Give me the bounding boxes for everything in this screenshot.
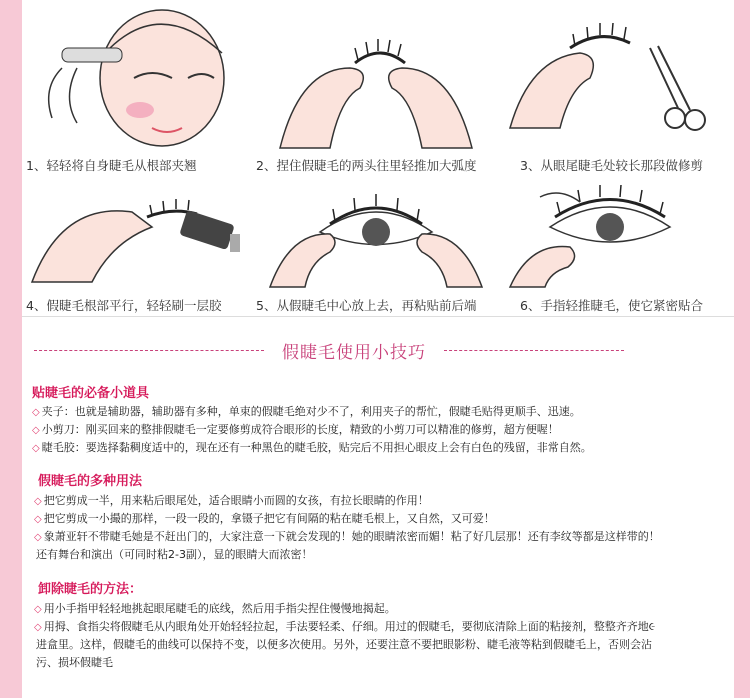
title-rule-right [444,350,624,351]
list-item: ◇ 用小手指甲轻轻地挑起眼尾睫毛的底线，然后用手指尖捏住慢慢地揭起。 [34,602,396,615]
step-5-caption: 5、从假睫毛中心放上去，再粘贴前后端 [256,298,477,313]
page-title: 假睫毛使用小技巧 [282,343,426,363]
press-lash-illustration [500,172,732,292]
list-item: 污、损坏假睫毛 [36,656,113,669]
step-4-caption: 4、假睫毛根部平行，轻轻刷一层胶 [26,298,222,313]
section-uses-heading: 假睫毛的多种用法 [38,474,143,489]
step-3-caption: 3、从眼尾睫毛处较长那段做修剪 [520,158,703,173]
step-1 [22,8,254,158]
step-2-caption: 2、捏住假睫毛的两头往里轻推加大弧度 [256,158,477,173]
list-item: ◇ 用拇、食指尖将假睫毛从内眼角处开始轻轻拉起，手法要轻柔、仔细。用过的假睫毛，要彻底清除上面的粘接剂，整整齐齐地૯ [34,620,656,633]
section-tools-heading: 贴睫毛的必备小道具 [32,386,150,401]
trim-lash-illustration [500,8,732,158]
step-2 [260,8,492,158]
apply-glue-illustration [22,172,254,292]
step-3 [500,8,732,158]
eyelash-curler-illustration [22,8,254,158]
list-item: ◇ 睫毛胶：要选择黏稠度适中的，现在还有一种黑色的睫毛胶，贴完后不用担心眼皮上会有白色的残留，非常自然。 [32,441,592,454]
list-item: ◇ 把它剪成一半，用来粘后眼尾处，适合眼睛小而圆的女孩，有拉长眼睛的作用！ [34,494,429,507]
section-removal-heading: 卸除睫毛的方法： [38,582,143,597]
divider [22,316,734,317]
step-6-caption: 6、手指轻推睫毛，使它紧密贴合 [520,298,703,313]
bend-lash-illustration [260,8,492,158]
list-item: ◇ 小剪刀：刚买回来的整排假睫毛一定要修剪成符合眼形的长度，精致的小剪刀可以精准的修剪，超方便喔！ [32,423,559,436]
list-item: 进盒里。这样，假睫毛的曲线可以保持不变，以便多次使用。另外，还要注意不要把眼影粉、睫毛液等粘到假睫毛上，否则会沾 [36,638,652,651]
list-item: 还有舞台和演出（可同时粘2-3副），显的眼睛大而浓密！ [36,548,313,561]
place-lash-illustration [260,172,492,292]
page-sheet [22,0,734,698]
title-row [34,338,724,362]
list-item: ◇ 把它剪成一小撮的那样，一段一段的，拿镊子把它有间隔的粘在睫毛根上，又自然，又可爱！ [34,512,495,525]
title-rule-left [34,350,264,351]
step-1-caption: 1、轻轻将自身睫毛从根部夹翘 [26,158,197,173]
list-item: ◇ 象萧亚轩不带睫毛她是不赶出门的，大家注意一下就会发现的！她的眼睛浓密而媚！粘了好几层那！还有李纹等都是这样带的！ [34,530,660,543]
list-item: ◇ 夹子：也就是辅助器，辅助器有多种，单束的假睫毛绝对少不了，利用夹子的帮忙，假睫毛贴得更顺手、迅速。 [32,405,581,418]
